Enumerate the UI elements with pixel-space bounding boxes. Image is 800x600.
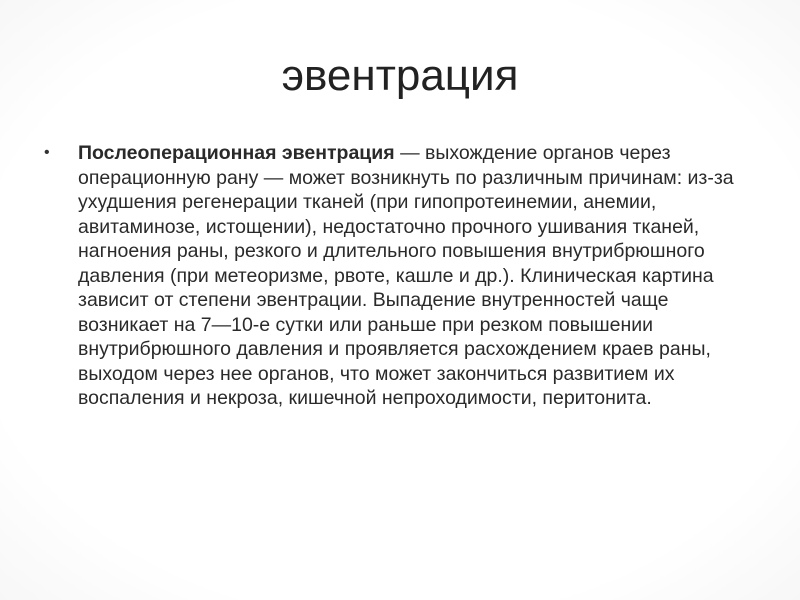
bullet-term: Послеоперационная эвентрация	[78, 142, 395, 164]
bullet-list	[44, 141, 738, 411]
slide-title: эвентрация	[281, 51, 519, 100]
bullet-text: — выхождение органов через операционную рану — может возникнуть по различным причинам: из-за ухудшения регенерации тканей (при гипопротеинемии, анемии, авитаминозе, истощении), недостаточно прочного ушивания тканей, нагноения раны, резкого и длительного повышения внутрибрюшного давления (при метеоризме, рвоте, кашле и др.). Клиническая картина зависит от степени эвентрации. Выпадение внутренностей чаще возникает на 7—10-е сутки или раньше при резком повышении внутрибрюшного давления и проявляется расхождением краев раны, выходом через нее органов, что может закончиться развитием их воспаления и некроза, кишечной непроходимости, перитонита.	[78, 142, 734, 409]
bullet-marker-icon: •	[44, 144, 50, 161]
bullet-item	[44, 141, 738, 411]
bullet-paragraph	[78, 141, 738, 411]
